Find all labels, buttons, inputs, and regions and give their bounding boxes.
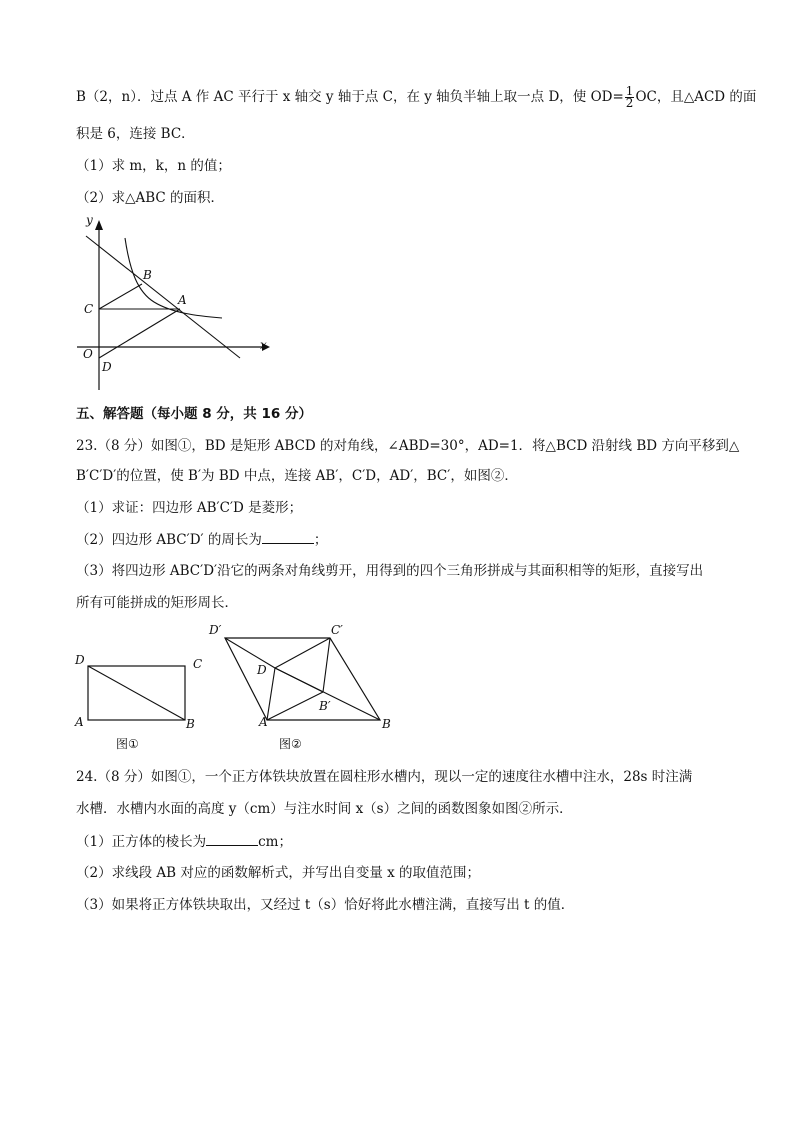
diagonal-bd [88, 666, 185, 720]
answer-blank [206, 831, 258, 846]
label-b: B [186, 717, 195, 731]
segment-b1c1 [323, 638, 330, 692]
p22-line1-text-end: OC，且△ACD 的面 [635, 89, 757, 105]
figure-2-caption: 图② [279, 737, 302, 751]
p23-question-2-end: ； [313, 532, 328, 548]
segment-cb [99, 284, 142, 309]
p22-question-2: （2）求△ABC 的面积． [76, 190, 225, 206]
p24-line1: 24.（8 分）如图①，一个正方体铁块放置在圆柱形水槽内，现以一定的速度往水槽中注水，28s 时注满 [76, 769, 693, 785]
fraction-denominator: 2 [625, 96, 634, 110]
line-ab [86, 236, 240, 358]
p23-line2: B′C′D′的位置，使 B′为 BD 中点，连接 AB′，C′D，AD′，BC′，如图②． [76, 468, 518, 484]
label-b: B [382, 717, 391, 731]
label-d: D [102, 360, 112, 374]
p24-question-2: （2）求线段 AB 对应的函数解析式，并写出自变量 x 的取值范围； [76, 865, 481, 881]
label-a: A [75, 715, 84, 729]
p24-question-1 [76, 831, 292, 852]
p23-question-2 [76, 529, 327, 550]
label-b-prime: B′ [319, 699, 331, 713]
p23-figure-1 [70, 648, 210, 754]
label-c: C [84, 302, 94, 316]
p24-line2: 水槽．水槽内水面的高度 y（cm）与注水时间 x（s）之间的函数图象如图②所示． [76, 801, 573, 817]
p23-line1: 23.（8 分）如图①，BD 是矩形 ABCD 的对角线，∠ABD=30°，AD=1．将△BCD 沿射线 BD 方向平移到△ [76, 438, 740, 454]
figure-1-caption: 图① [116, 737, 139, 751]
label-a: A [178, 293, 187, 307]
label-o: O [83, 347, 93, 361]
p23-figure-2 [205, 618, 400, 756]
segment-dc1 [275, 638, 330, 668]
label-d: D [75, 653, 85, 667]
p22-question-1: （1）求 m，k，n 的值； [76, 158, 231, 174]
segment-ab1 [267, 692, 323, 720]
p24-question-3: （3）如果将正方体铁块取出，又经过 t（s）恰好将此水槽注满，直接写出 t 的值． [76, 897, 575, 913]
parallelogram-abc1d1 [225, 638, 380, 720]
p23-question-3-line1: （3）将四边形 ABC′D′沿它的两条对角线剪开，用得到的四个三角形拼成与其面积相等的矩形，直接写出 [76, 563, 704, 579]
answer-blank [262, 529, 314, 544]
label-d: D [257, 663, 267, 677]
p24-question-1-unit: cm； [258, 834, 292, 850]
fraction-one-half [625, 86, 635, 109]
section-heading: 五、解答题（每小题 8 分，共 16 分） [76, 406, 312, 422]
label-x: x [260, 338, 267, 352]
p22-line2: 积是 6，连接 BC． [76, 126, 195, 142]
y-axis-arrow-icon [95, 220, 103, 230]
p22-line1-text: B（2，n）．过点 A 作 AC 平行于 x 轴交 y 轴于点 C，在 y 轴负半轴上取一点 D，使 OD= [76, 89, 624, 105]
label-d-prime: D′ [209, 623, 222, 637]
p23-question-3-line2: 所有可能拼成的矩形周长． [76, 595, 238, 611]
label-c: C [193, 657, 203, 671]
label-y: y [86, 213, 93, 227]
label-a: A [259, 715, 268, 729]
label-c-prime: C′ [331, 623, 343, 637]
p22-line1 [76, 86, 756, 109]
p23-question-1: （1）求证：四边形 AB′C′D 是菱形； [76, 500, 303, 516]
label-b: B [143, 268, 152, 282]
p24-question-1-text: （1）正方体的棱长为 [76, 834, 207, 850]
p23-question-2-text: （2）四边形 ABC′D′ 的周长为 [76, 532, 262, 548]
segment-ad [267, 668, 275, 720]
p22-coordinate-figure [72, 210, 282, 395]
segment-da [99, 309, 180, 358]
fraction-numerator: 1 [625, 84, 634, 98]
